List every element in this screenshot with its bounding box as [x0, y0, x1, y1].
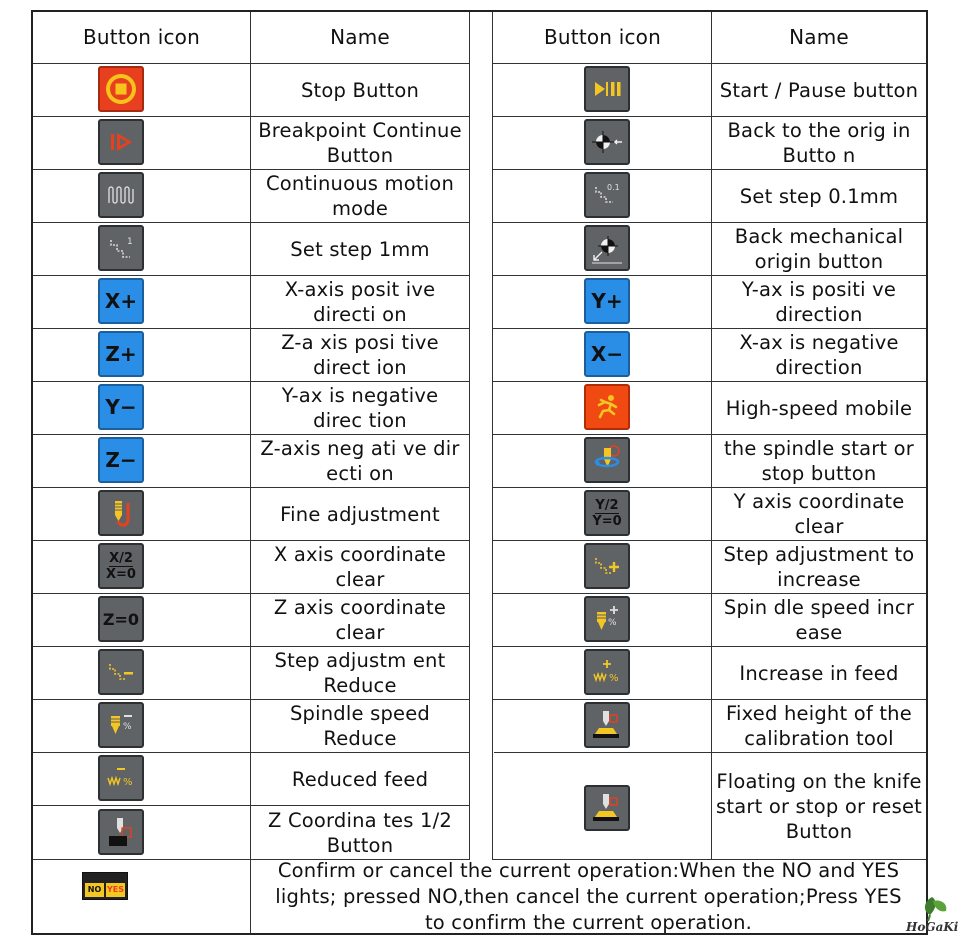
increase-feed-icon: [584, 649, 630, 695]
left-name-5: Z-a xis posi tive direct ion: [281, 331, 439, 379]
header-left-icon: Button icon: [82, 25, 200, 49]
step-0-1-label: 0.1: [607, 183, 620, 192]
button-reference-table: [31, 10, 928, 935]
x-clear-icon: X/2 X=0: [98, 543, 144, 589]
right-name-0: Start / Pause button: [719, 78, 919, 102]
y-plus-icon: Y+: [584, 278, 630, 324]
spindle-speed-increase-icon: [584, 596, 630, 642]
left-name-6: Y-ax is negative direc tion: [281, 384, 439, 432]
z-plus-icon: Z+: [98, 331, 144, 377]
right-name-1: Back to the orig in Butto n: [727, 119, 911, 167]
z-minus-icon: Z−: [98, 437, 144, 483]
back-to-orig-icon: [584, 119, 630, 165]
brand-logo: [906, 893, 958, 941]
left-name-13: Reduced feed: [291, 767, 429, 791]
step-increase-icon: [584, 543, 630, 589]
right-name-10: Spin dle speed incr ease: [723, 596, 915, 644]
left-name-7: Z-axis neg ati ve dir ecti on: [260, 437, 460, 485]
left-name-8: Fine adjustment: [280, 502, 440, 526]
right-name-4: Y-ax is positi ve direction: [741, 278, 897, 326]
svg-text:%: %: [609, 673, 619, 684]
logo-text: HoGaKi: [906, 920, 959, 934]
svg-text:%: %: [123, 777, 133, 788]
x-plus-icon: X+: [98, 278, 144, 324]
left-name-12: Spindle speed Reduce: [289, 702, 431, 750]
header-right-icon: Button icon: [543, 25, 661, 49]
right-name-6: High-speed mobile: [725, 396, 913, 420]
yes-label: YES: [106, 883, 125, 897]
no-label: NO: [85, 883, 104, 897]
right-name-2: Set step 0.1mm: [739, 184, 899, 208]
back-mechanical-origin-icon: [584, 225, 630, 271]
breakpoint-continue-icon: [98, 119, 144, 165]
start-pause-icon: [584, 66, 630, 112]
right-name-12: Fixed height of the calibration tool: [726, 702, 912, 750]
right-name-9: Step adjustment to increase: [723, 543, 915, 591]
stop-icon: [98, 66, 144, 112]
spindle-start-stop-icon: [584, 437, 630, 483]
z-half-icon: [98, 809, 144, 855]
right-name-7: the spindle start or stop button: [723, 437, 915, 485]
right-name-3: Back mechanical origin button: [734, 225, 904, 273]
no-yes-icon: [82, 872, 128, 900]
header-right-name: Name: [789, 25, 849, 49]
floating-knife-icon: [584, 785, 630, 831]
left-name-10: Z axis coordinate clear: [273, 596, 447, 644]
y-clear-icon: Y/2 Y=0: [584, 490, 630, 536]
left-name-14: Z Coordina tes 1/2 Button: [268, 808, 452, 857]
left-name-1: Breakpoint Continue Button: [258, 119, 462, 167]
svg-text:1: 1: [127, 237, 133, 247]
right-name-8: Y axis coordinate clear: [733, 490, 905, 538]
left-name-0: Stop Button: [300, 78, 420, 102]
high-speed-icon: [584, 384, 630, 430]
spindle-speed-reduce-icon: [98, 702, 144, 748]
left-name-4: X-axis posit ive directi on: [284, 278, 436, 326]
right-name-11: Increase in feed: [739, 661, 899, 685]
left-name-11: Step adjustm ent Reduce: [274, 649, 446, 697]
fine-adjustment-icon: [98, 490, 144, 536]
step-0-1mm-icon: [584, 172, 630, 218]
right-name-5: X-ax is negative direction: [739, 331, 899, 379]
header-left-name: Name: [330, 25, 390, 49]
left-name-3: Set step 1mm: [290, 237, 430, 261]
x-minus-icon: X−: [584, 331, 630, 377]
fixed-height-calibration-icon: [584, 702, 630, 748]
step-reduce-icon: [98, 649, 144, 695]
left-name-2: Continuous motion mode: [265, 172, 454, 220]
step-1mm-icon: [98, 225, 144, 271]
svg-text:%: %: [608, 618, 617, 628]
y-minus-icon: Y−: [98, 384, 144, 430]
continuous-motion-icon: [98, 172, 144, 218]
right-name-13: Floating on the knife start or stop or reset Button: [716, 769, 923, 843]
footer-text: Confirm or cancel the current operation:When the NO and YES lights; pressed NO,then cancel the current operation;Press YES to confirm the current operation.: [275, 858, 902, 934]
left-name-9: X axis coordinate clear: [273, 543, 447, 591]
reduced-feed-icon: [98, 755, 144, 801]
z-clear-icon: Z=0: [98, 596, 144, 642]
svg-text:%: %: [123, 722, 132, 732]
